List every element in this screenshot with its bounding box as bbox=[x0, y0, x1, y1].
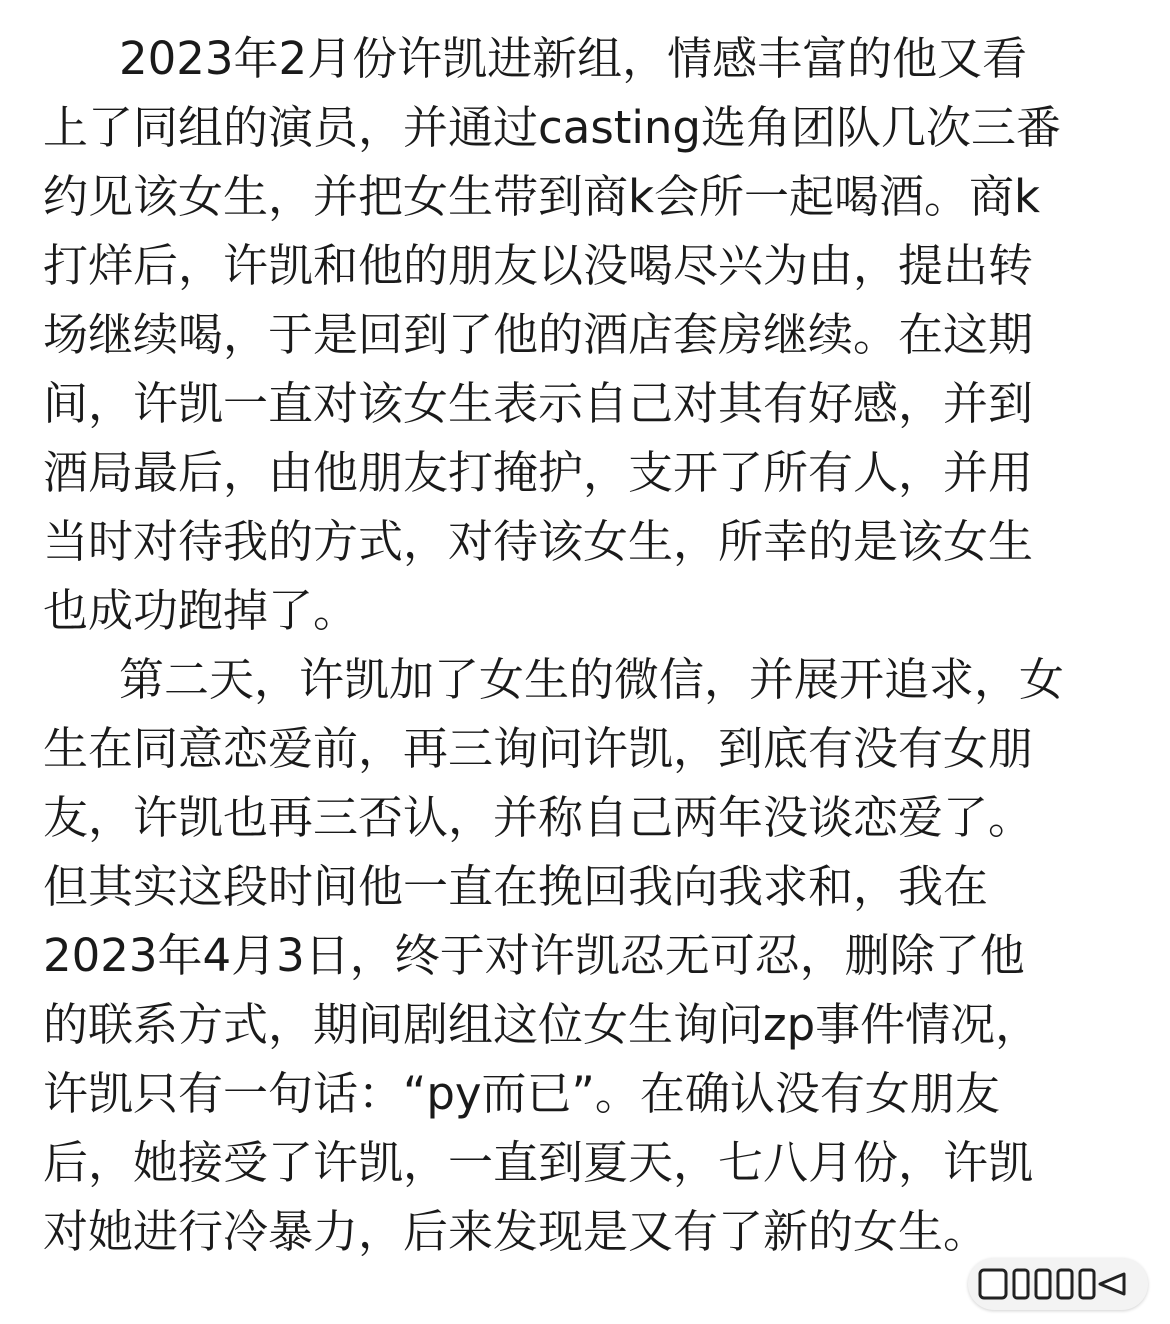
paragraph-2-line-7: 许凯只有一句话：“py而已”。在确认没有女朋友 bbox=[43, 1067, 1000, 1120]
paragraph-1-line-6: 间，许凯一直对该女生表示自己对其有好感，并到 bbox=[43, 377, 1034, 430]
paragraph-1-line-2: 上了同组的演员，并通过casting选角团队几次三番 bbox=[43, 101, 1061, 154]
paragraph-2-line-5: 2023年4月3日，终于对许凯忍无可忍，删除了他 bbox=[43, 929, 1025, 982]
paragraph-2-line-4: 但其实这段时间他一直在挽回我向我求和，我在 bbox=[43, 860, 989, 913]
paragraph-1-line-4: 打烊后，许凯和他的朋友以没喝尽兴为由，提出转 bbox=[43, 239, 1034, 292]
paragraph-2-line-1: 第二天，许凯加了女生的微信，并展开追求，女 bbox=[119, 653, 1065, 706]
paragraph-1-line-8: 当时对待我的方式，对待该女生，所幸的是该女生 bbox=[43, 515, 1034, 568]
paragraph-1-line-9: 也成功跑掉了。 bbox=[43, 584, 359, 637]
paragraph-1-line-3: 约见该女生，并把女生带到商k会所一起喝酒。商k bbox=[43, 170, 1041, 223]
article-text bbox=[43, 0, 1133, 1266]
paragraph-2-line-9: 对她进行冷暴力，后来发现是又有了新的女生。 bbox=[43, 1205, 989, 1258]
paragraph-1-line-5: 场继续喝，于是回到了他的酒店套房继续。在这期 bbox=[43, 308, 1034, 361]
paragraph-2-line-2: 生在同意恋爱前，再三询问许凯，到底有没有女朋 bbox=[43, 722, 1034, 775]
notes-app-icon bbox=[978, 1268, 1128, 1300]
paragraph-2-line-8: 后，她接受了许凯，一直到夏天，七八月份，许凯 bbox=[43, 1136, 1034, 1189]
paragraph-2-line-6: 的联系方式，期间剧组这位女生询问zp事件情况， bbox=[43, 998, 1041, 1051]
paragraph-1-line-7: 酒局最后，由他朋友打掩护，支开了所有人，并用 bbox=[43, 446, 1034, 499]
paragraph-2-line-3: 友，许凯也再三否认，并称自己两年没谈恋爱了。 bbox=[43, 791, 1034, 844]
paragraph-1-line-1: 2023年2月份许凯进新组，情感丰富的他又看 bbox=[119, 32, 1028, 85]
